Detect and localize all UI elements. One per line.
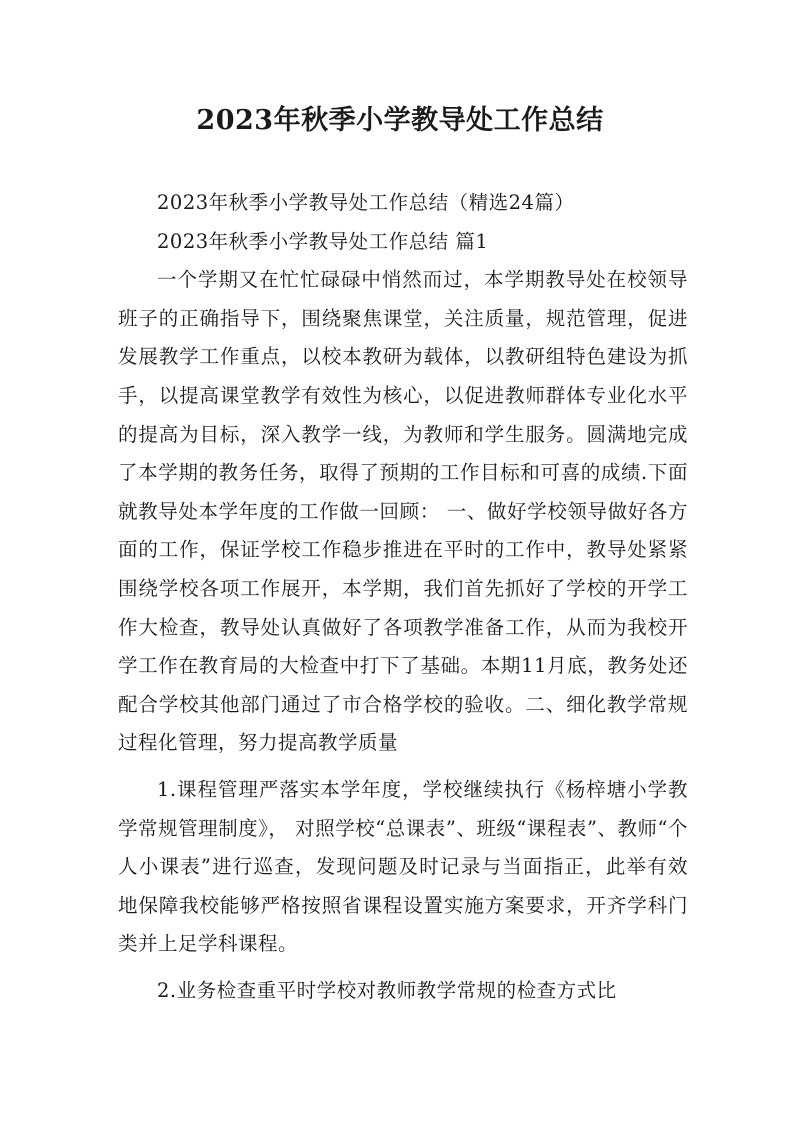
document-title: 2023年秋季小学教导处工作总结 <box>196 105 604 136</box>
paragraph-body-1: 一个学期又在忙忙碌碌中悄然而过，本学期教导处在校领导班子的正确指导下，围绕聚焦课堂，关注质量，规范管理，促进发展教学工作重点，以校本教研为载体，以教研组特色建设为抓手，以提高课堂教学有效性为核心，以促进教师群体专业化水平的提高为目标，深入教学一线，为教师和学生服务。圆满地完成了本学期的教务任务，取得了预期的工作目标和可喜的成绩.下面就教导处本学年度的工作做一回顾： 一、做好学校领导做好各方面的工作，保证学校工作稳步推进在平时的工作中，教导处紧紧围绕学校各项工作展开，本学期，我们首先抓好了学校的开学工作大检查，教导处认真做好了各项教学准备工作，从而为我校开学工作在教育局的大检查中打下了基础。本期11月底，教务处还配合学校其他部门通过了市合格学校的验收。二、细化教学常规过程化管理，努力提高教学质量 <box>118 268 688 755</box>
paragraph-section-heading: 2023年秋季小学教导处工作总结 篇1 <box>157 229 489 253</box>
paragraph-collection-heading: 2023年秋季小学教导处工作总结（精选24篇） <box>157 191 575 214</box>
paragraph-body-3: 2.业务检查重平时学校对教师教学常规的检查方式比 <box>157 978 617 1002</box>
document-body <box>118 184 688 1010</box>
paragraph-body-2: 1.课程管理严落实本学年度，学校继续执行《杨梓塘小学教学常规管理制度》， 对照学校“总课表”、班级“课程表”、教师“个人小课表”进行巡查，发现问题及时记录与当面指正，此举有效地保障我校能够严格按照省课程设置实施方案要求，开齐学科门类并上足学科课程。 <box>118 777 688 956</box>
